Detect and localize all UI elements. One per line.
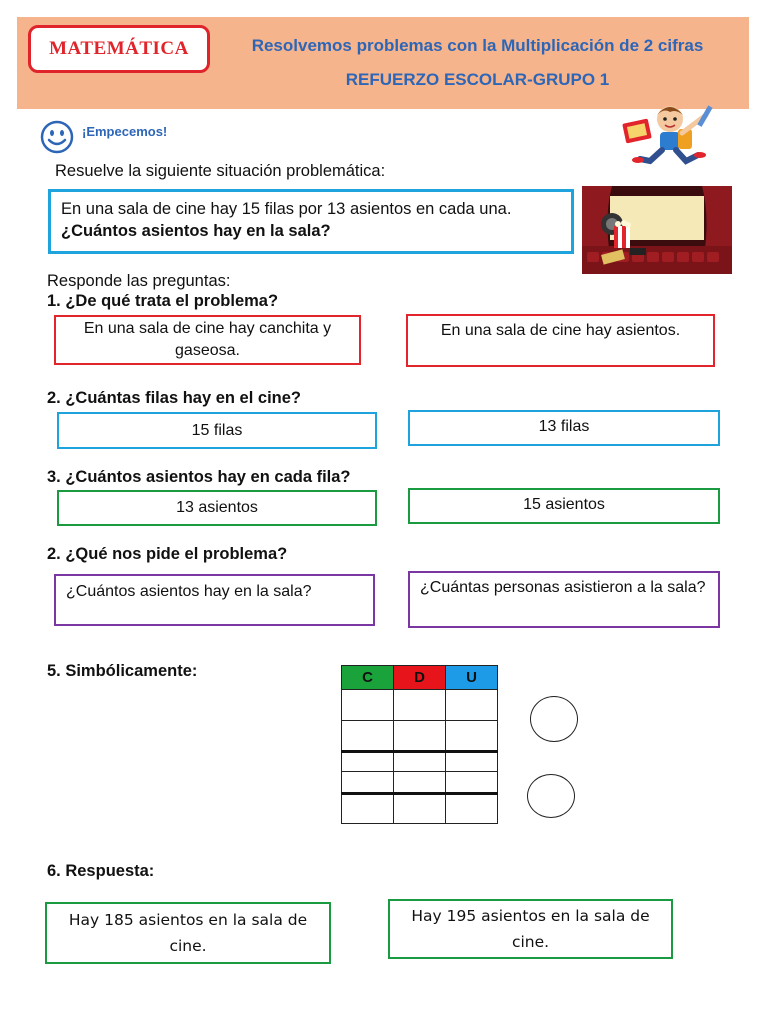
questions-heading: Responde las preguntas: [47,272,231,290]
smiley-icon [40,120,74,154]
question-3-option-a[interactable]: 13 asientos [57,490,377,526]
subject-badge: MATEMÁTICA [28,25,210,73]
operator-oval-bottom[interactable] [527,774,575,818]
question-1-option-b[interactable]: En una sala de cine hay asientos. [406,314,715,367]
table-cell[interactable] [394,690,446,721]
question-3-label: 3. ¿Cuántos asientos hay en cada fila? [47,468,351,486]
table-cell[interactable] [446,721,498,752]
page-subtitle: REFUERZO ESCOLAR-GRUPO 1 [345,70,610,89]
table-cell[interactable] [446,772,498,794]
question-4-option-b[interactable]: ¿Cuántas personas asistieron a la sala? [408,571,720,628]
question-6-label: 6. Respuesta: [47,862,155,880]
column-header-d: D [394,666,446,690]
question-2-option-a[interactable]: 15 filas [57,412,377,449]
question-4-option-a[interactable]: ¿Cuántos asientos hay en la sala? [54,574,375,626]
table-cell[interactable] [446,794,498,824]
place-value-table [341,665,498,824]
problem-question: ¿Cuántos asientos hay en la sala? [61,222,331,240]
table-cell[interactable] [446,752,498,772]
running-student-illustration [620,103,720,173]
question-2-option-b[interactable]: 13 filas [408,410,720,446]
table-cell[interactable] [342,721,394,752]
cinema-illustration [582,186,732,274]
problem-statement-line1: En una sala de cine hay 15 filas por 13 asientos en cada una. [61,200,512,218]
greeting-text: ¡Empecemos! [82,124,168,139]
question-1-option-a[interactable]: En una sala de cine hay canchita y gaseosa. [54,315,361,365]
answer-option-b[interactable]: Hay 195 asientos en la sala de cine. [388,899,673,959]
table-cell[interactable] [446,690,498,721]
problem-statement-box [48,189,574,254]
table-cell[interactable] [394,772,446,794]
page-title: Resolvemos problemas con la Multiplicación de 2 cifras [251,36,704,55]
question-3-option-b[interactable]: 15 asientos [408,488,720,524]
table-cell[interactable] [342,752,394,772]
table-cell[interactable] [394,721,446,752]
table-cell[interactable] [394,794,446,824]
table-cell[interactable] [394,752,446,772]
answer-option-a[interactable]: Hay 185 asientos en la sala de cine. [45,902,331,964]
table-cell[interactable] [342,794,394,824]
column-header-c: C [342,666,394,690]
operator-oval-top[interactable] [530,696,578,742]
column-header-u: U [446,666,498,690]
table-cell[interactable] [342,690,394,721]
question-4-label: 2. ¿Qué nos pide el problema? [47,545,288,563]
table-cell[interactable] [342,772,394,794]
instruction-text: Resuelve la siguiente situación problemática: [55,162,386,180]
question-2-label: 2. ¿Cuántas filas hay en el cine? [47,389,302,407]
question-1-label: 1. ¿De qué trata el problema? [47,292,279,310]
question-5-label: 5. Simbólicamente: [47,662,198,680]
